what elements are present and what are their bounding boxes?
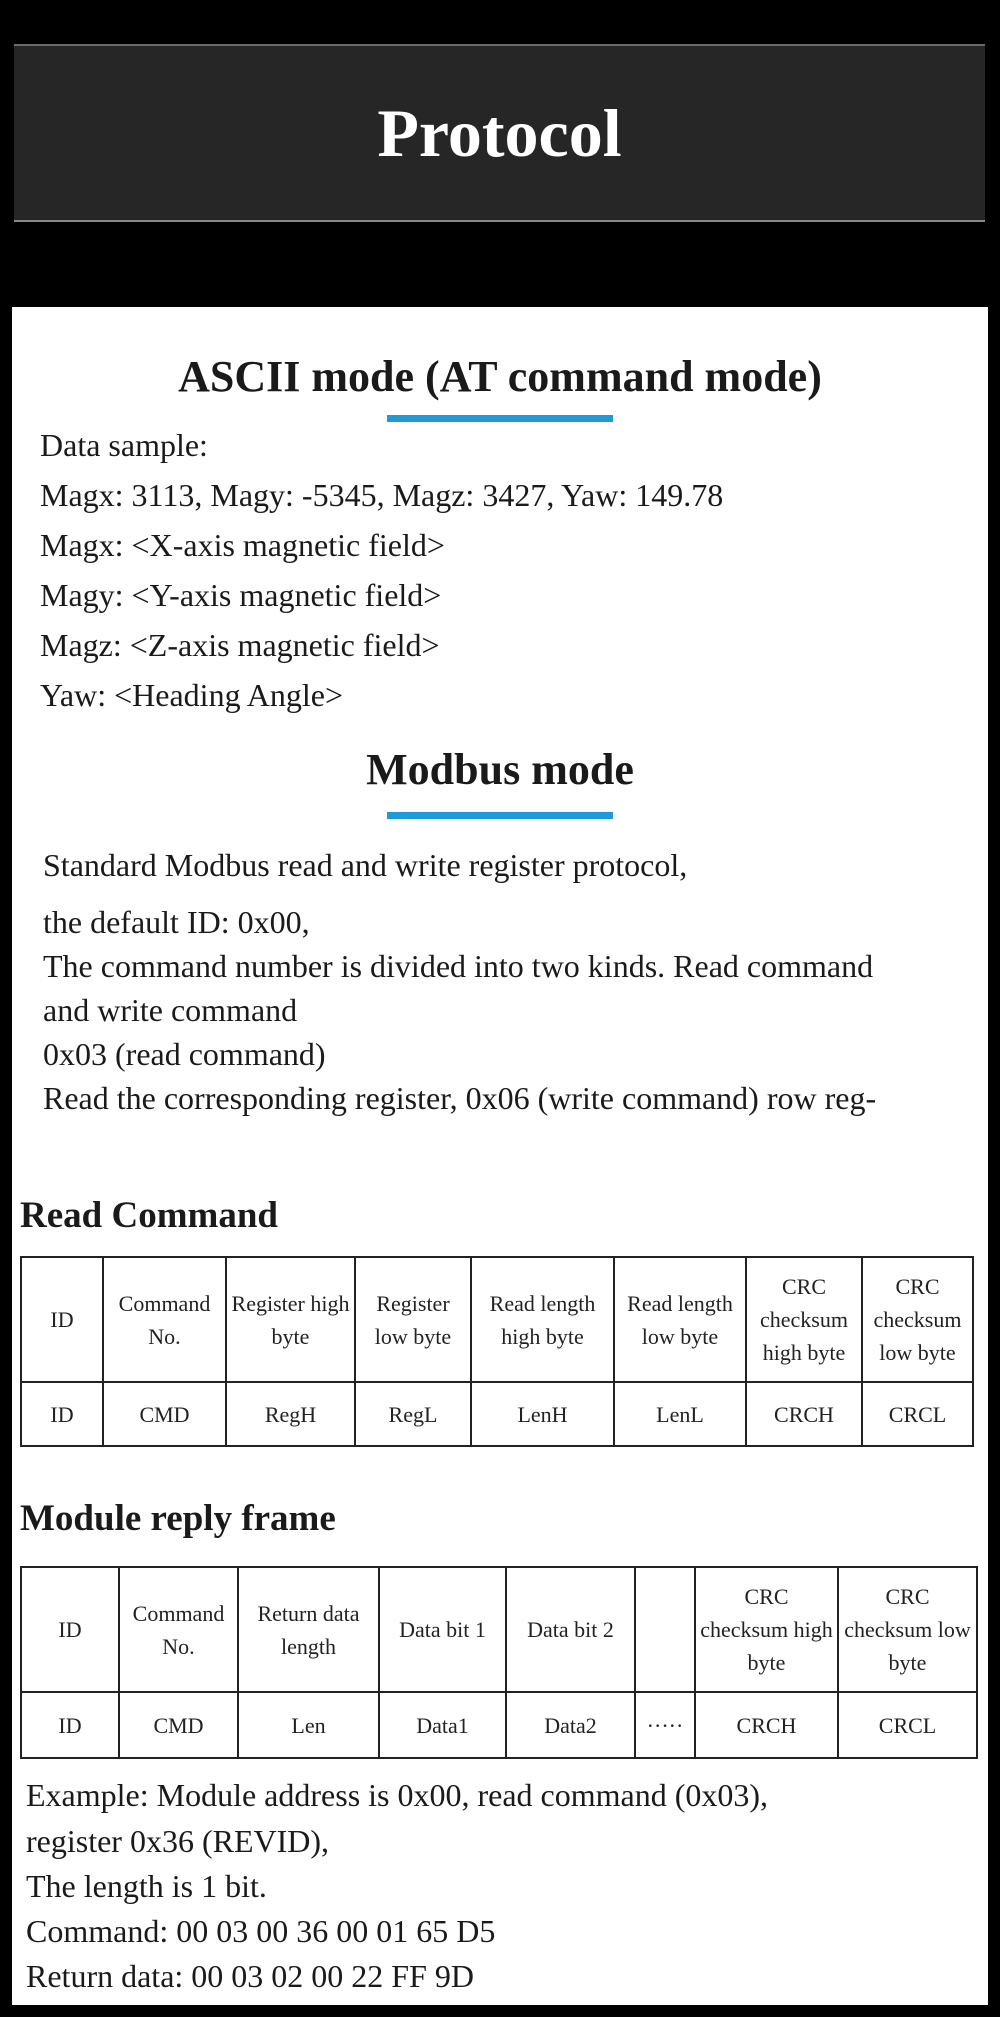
reply-frame-title: Module reply frame: [20, 1498, 336, 1539]
ascii-line: Magx: 3113, Magy: -5345, Magz: 3427, Yaw: 149.78: [40, 477, 724, 513]
table-header-cell: Data bit 2: [506, 1567, 635, 1692]
read-command-table: [20, 1256, 974, 1447]
table-cell: RegH: [226, 1382, 355, 1446]
modbus-line: the default ID: 0x00,: [43, 904, 310, 940]
ascii-line: Magx: <X-axis magnetic field>: [40, 527, 445, 563]
table-cell: CMD: [103, 1382, 226, 1446]
table-cell: RegL: [355, 1382, 471, 1446]
banner-title: Protocol: [377, 94, 622, 171]
page-banner: [14, 44, 985, 222]
table-header-cell: Read length high byte: [471, 1257, 614, 1382]
table-header-cell: ID: [21, 1567, 119, 1692]
modbus-line: and write command: [43, 992, 298, 1028]
modbus-title-underline: [387, 812, 613, 819]
table-cell: CRCH: [695, 1692, 838, 1758]
example-line: Example: Module address is 0x00, read command (0x03),: [26, 1777, 769, 1813]
table-header-cell: CRC checksum low byte: [838, 1567, 977, 1692]
table-header-row: [21, 1567, 977, 1692]
table-cell: ID: [21, 1382, 103, 1446]
table-cell: CRCH: [746, 1382, 862, 1446]
table-header-cell: CRC checksum high byte: [746, 1257, 862, 1382]
table-header-cell: Register high byte: [226, 1257, 355, 1382]
content-panel: [12, 307, 988, 2005]
modbus-mode-title: Modbus mode: [366, 745, 634, 794]
ascii-line: Data sample:: [40, 427, 208, 463]
ascii-line: Yaw: <Heading Angle>: [40, 677, 344, 713]
table-cell: Data2: [506, 1692, 635, 1758]
table-header-cell: CRC checksum low byte: [862, 1257, 973, 1382]
table-header-cell: Command No.: [119, 1567, 238, 1692]
table-cell: LenH: [471, 1382, 614, 1446]
modbus-line: 0x03 (read command): [43, 1036, 326, 1072]
table-cell: ID: [21, 1692, 119, 1758]
reply-frame-table: [20, 1566, 978, 1759]
example-line: The length is 1 bit.: [26, 1868, 267, 1904]
example-line: Command: 00 03 00 36 00 01 65 D5: [26, 1913, 496, 1949]
example-line: Return data: 00 03 02 00 22 FF 9D: [26, 1958, 474, 1994]
modbus-line: Read the corresponding register, 0x06 (write command) row reg-: [43, 1080, 877, 1116]
table-row: [21, 1382, 973, 1446]
table-header-cell: Register low byte: [355, 1257, 471, 1382]
table-header-cell: Data bit 1: [379, 1567, 506, 1692]
table-header-row: [21, 1257, 973, 1382]
table-header-cell: [635, 1567, 695, 1692]
table-header-cell: ID: [21, 1257, 103, 1382]
table-header-cell: Command No.: [103, 1257, 226, 1382]
modbus-line: Standard Modbus read and write register protocol,: [43, 847, 688, 883]
ascii-mode-title: ASCII mode (AT command mode): [178, 352, 822, 401]
table-header-cell: CRC checksum high byte: [695, 1567, 838, 1692]
ascii-line: Magz: <Z-axis magnetic field>: [40, 627, 440, 663]
table-cell: Data1: [379, 1692, 506, 1758]
table-cell: ·····: [635, 1692, 695, 1758]
example-line: register 0x36 (REVID),: [26, 1823, 330, 1859]
table-cell: Len: [238, 1692, 379, 1758]
table-cell: LenL: [614, 1382, 746, 1446]
ascii-line: Magy: <Y-axis magnetic field>: [40, 577, 442, 613]
modbus-line: The command number is divided into two kinds. Read command: [43, 948, 874, 984]
table-cell: CRCL: [838, 1692, 977, 1758]
table-cell: CMD: [119, 1692, 238, 1758]
table-row: [21, 1692, 977, 1758]
table-cell: CRCL: [862, 1382, 973, 1446]
read-command-title: Read Command: [20, 1195, 278, 1236]
table-header-cell: Read length low byte: [614, 1257, 746, 1382]
ascii-title-underline: [387, 415, 613, 422]
table-header-cell: Return data length: [238, 1567, 379, 1692]
